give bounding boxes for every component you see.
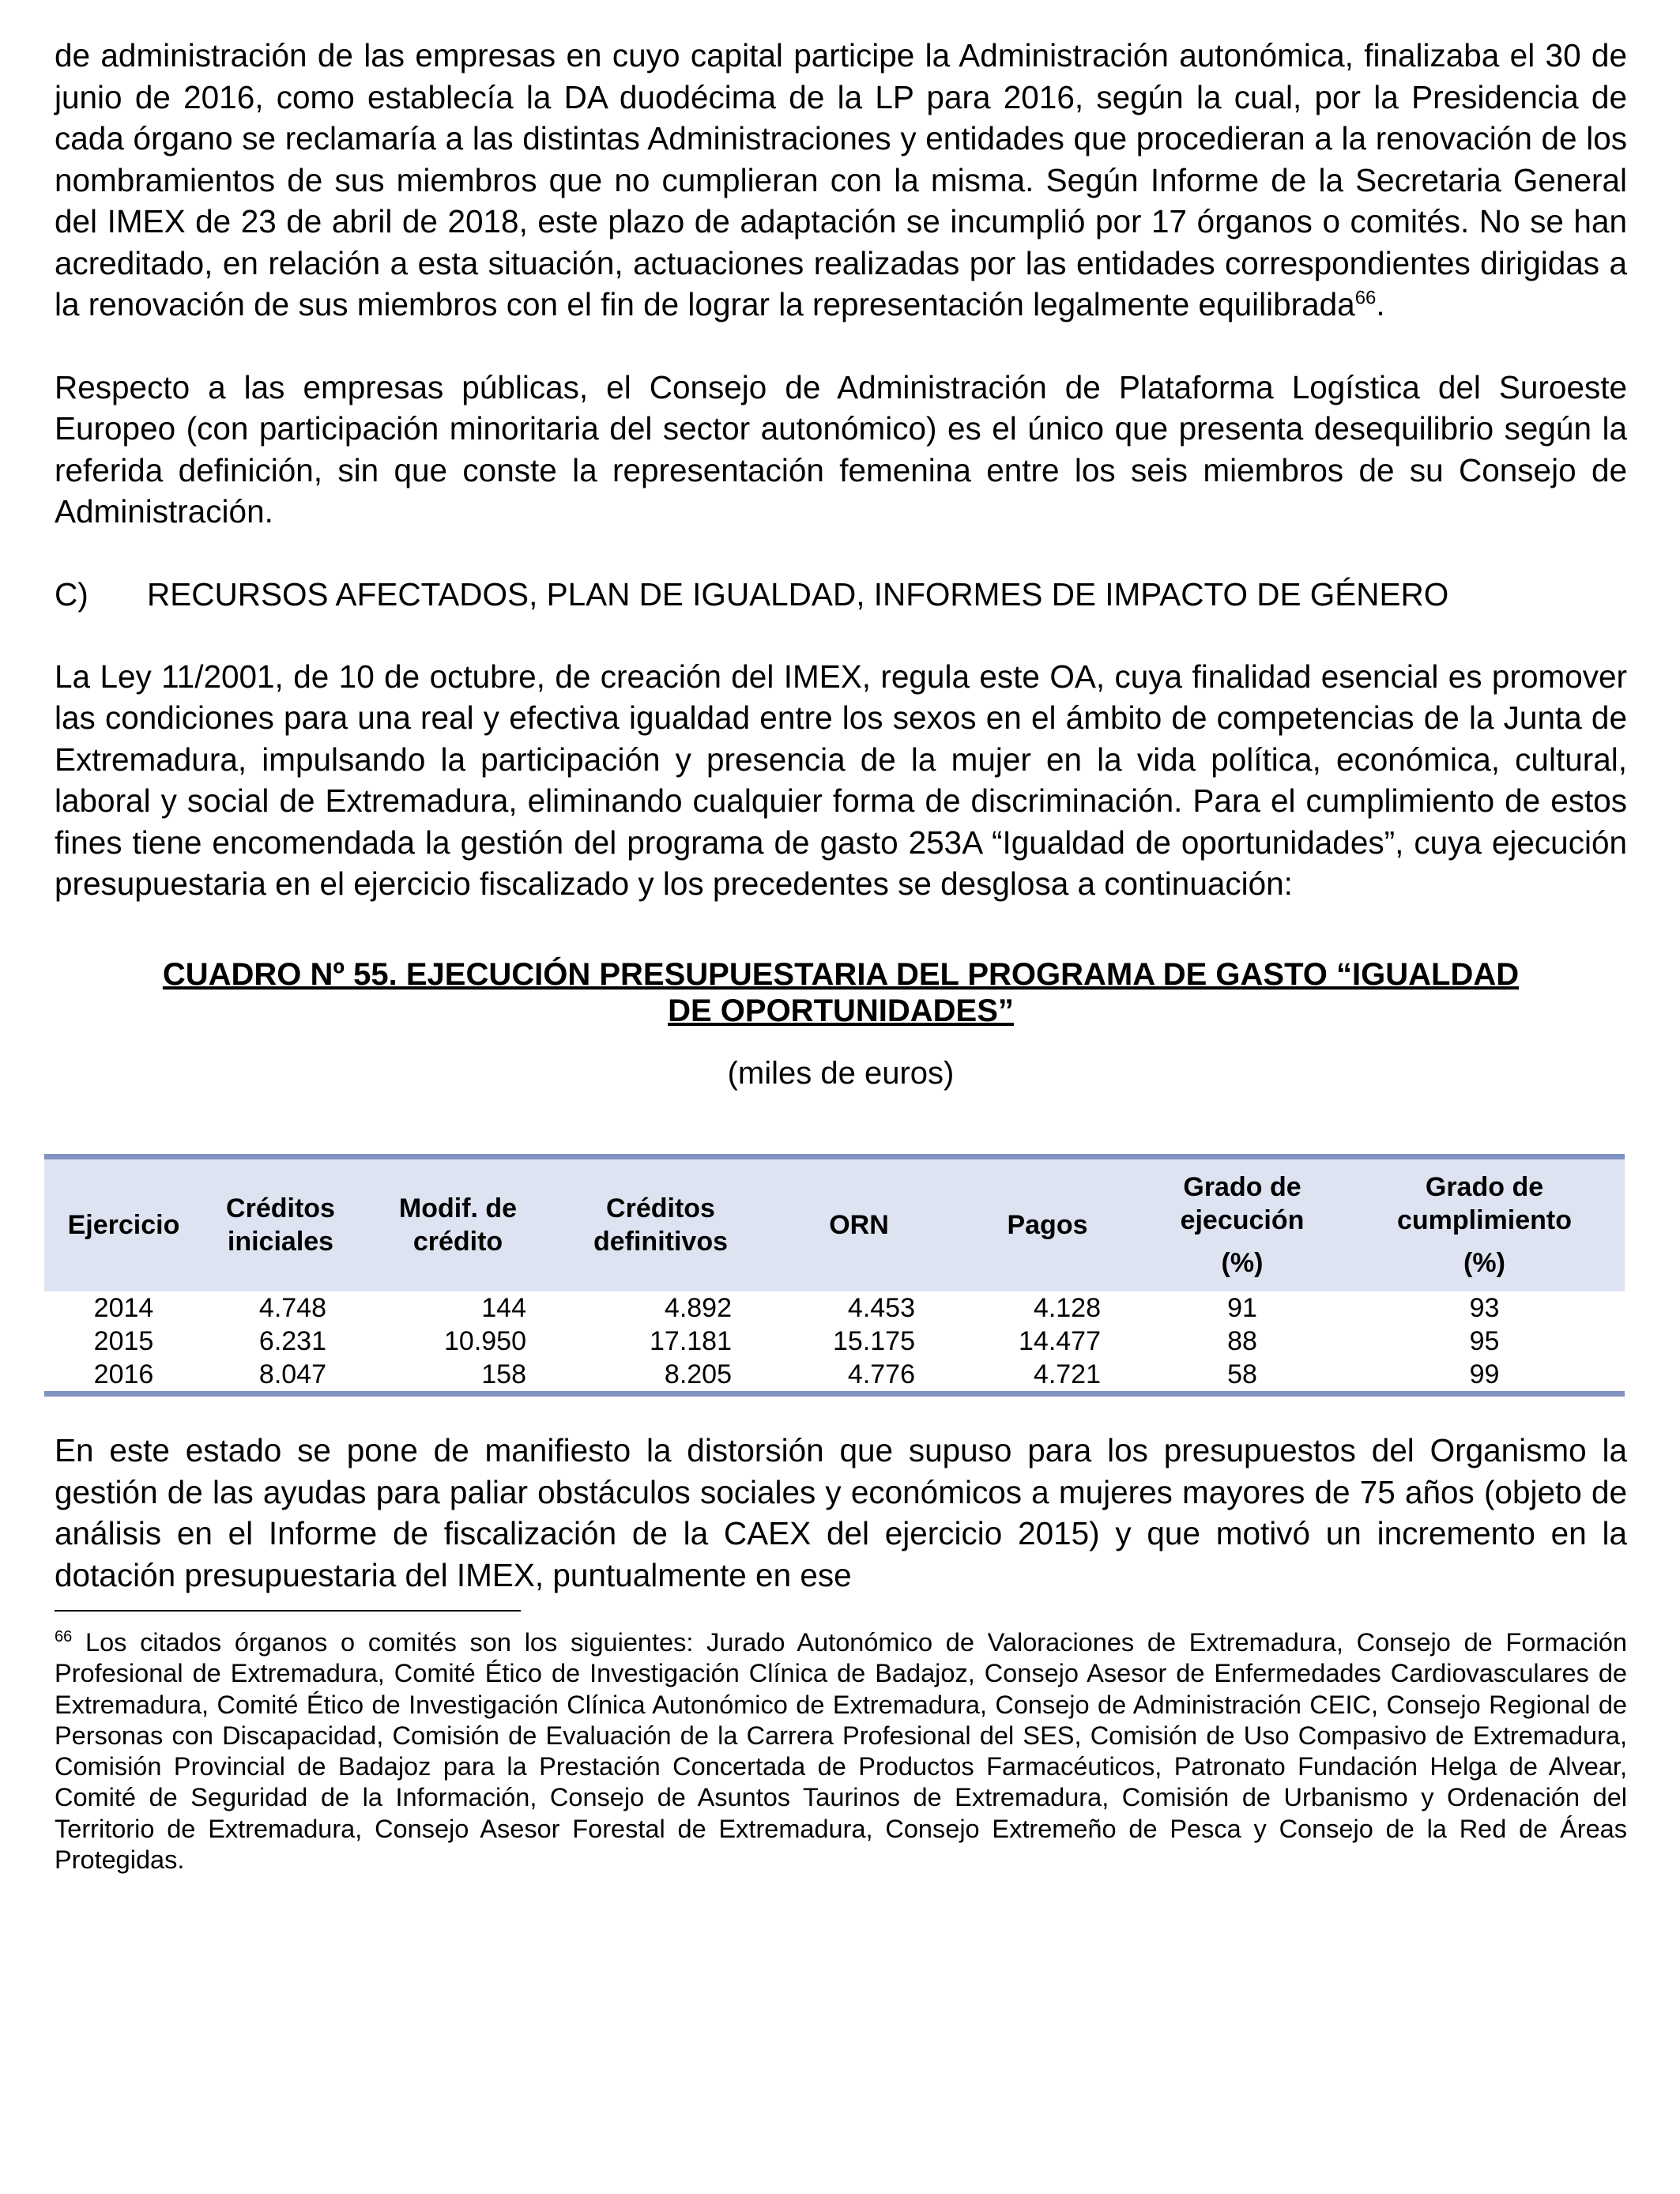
table-row <box>44 1325 1625 1358</box>
cell-cumplimiento: 93 <box>1469 1293 1500 1323</box>
table-units: (miles de euros) <box>727 1055 955 1091</box>
table-row <box>44 1358 1625 1394</box>
cell-ejecucion: 91 <box>1227 1293 1257 1323</box>
cell-orn: 4.776 <box>847 1359 915 1389</box>
paragraph-imex-law: La Ley 11/2001, de 10 de octubre, de creación del IMEX, regula este OA, cuya finalidad esencial es promover las condiciones para una real y efectiva igualdad entre los sexos en el ámbito de competencias de la Junta de Extremadura, impulsando la participación y presencia de la mujer en la vida política, económica, cultural, laboral y social de Extremadura, eliminando cualquier forma de discriminación. Para el cumplimiento de estos fines tiene encomendada la gestión del programa de gasto 253A “Igualdad de oportunidades”, cuya ejecución presupuestaria en el ejercicio fiscalizado y los precedentes se desglosa a continuación: <box>55 658 1627 902</box>
cell-ejecucion: 58 <box>1227 1359 1257 1389</box>
cell-ejercicio: 2015 <box>93 1326 154 1356</box>
col-header-orn: ORN <box>829 1210 889 1241</box>
cell-pagos: 4.128 <box>1033 1293 1101 1323</box>
table-row <box>44 1291 1625 1325</box>
section-number: C) <box>55 575 89 613</box>
col-header-ejercicio: Ejercicio <box>67 1210 180 1241</box>
table-header-row <box>44 1156 1625 1291</box>
cell-creditos-iniciales: 8.047 <box>258 1359 326 1389</box>
col-header-creditos-definitivos: Créditos definitivos <box>593 1193 729 1257</box>
cell-creditos-definitivos: 17.181 <box>650 1326 732 1356</box>
section-title: RECURSOS AFECTADOS, PLAN DE IGUALDAD, INFORMES DE IMPACTO DE GÉNERO <box>147 575 1449 613</box>
footnote-ref[interactable]: 66 <box>1354 287 1377 309</box>
paragraph-public-companies: Respecto a las empresas públicas, el Consejo de Administración de Plataforma Logística del Suroeste Europeo (con participación minoritaria del sector autonómico) es el único que presenta desequilibrio según la referida definición, sin que conste la representación femenina entre los seis miembros de su Consejo de Administración. <box>55 368 1627 530</box>
cell-cumplimiento: 95 <box>1469 1326 1500 1356</box>
cell-creditos-iniciales: 6.231 <box>258 1326 326 1356</box>
paragraph-distortion: En este estado se pone de manifiesto la distorsión que supuso para los presupuestos del Organismo la gestión de las ayudas para paliar obstáculos sociales y económicos a mujeres mayores de 75 años (objeto de análisis en el Informe de fiscalización de la CAEX del ejercicio 2015) y que motivó un incremento en la dotación presupuestaria del IMEX, puntualmente en ese <box>55 1432 1627 1593</box>
col-header-modif-credito: Modif. de crédito <box>398 1193 518 1257</box>
col-header-pagos: Pagos <box>1007 1210 1088 1241</box>
footnote-text: Los citados órganos o comités son los siguientes: Jurado Autonómico de Valoraciones de Extremadura, Consejo de Formación Profesional de Extremadura, Comité Ético de Investigación Clínica de Badajoz, Consejo Asesor de Enfermedades Cardiovasculares de Extremadura, Comité Ético de Investigación Clínica Autonómico de Extremadura, Consejo de Administración CEIC, Consejo Regional de Personas con Discapacidad, Comisión de Evaluación de la Carrera Profesional del SES, Comisión de Uso Compasivo de Extremadura, Comisión Provincial de Badajoz para la Prestación Concertada de Productos Farmacéuticos, Patronato Fundación Helga de Alvear, Comité de Seguridad de la Información, Consejo de Asuntos Taurinos de Extremadura, Comisión de Urbanismo y Ordenación del Territorio de Extremadura, Consejo Asesor Forestal de Extremadura, Consejo Extremeño de Pesca y Consejo de la Red de Áreas Protegidas. <box>55 1628 1627 1875</box>
caption-line: DE OPORTUNIDADES” <box>668 993 1014 1028</box>
col-header-grado-cumplimiento: Grado de cumplimiento (%) <box>1396 1172 1573 1279</box>
col-header-creditos-iniciales: Créditos iniciales <box>226 1193 335 1257</box>
cell-modif: 158 <box>481 1359 526 1389</box>
paragraph-end: . <box>1376 286 1385 322</box>
cell-ejercicio: 2014 <box>93 1293 154 1323</box>
cell-creditos-definitivos: 4.892 <box>664 1293 732 1323</box>
cell-modif: 144 <box>481 1293 526 1323</box>
document-page <box>55 35 1627 1875</box>
col-header-grado-ejecucion: Grado de ejecución (%) <box>1180 1172 1305 1279</box>
cell-ejecucion: 88 <box>1227 1326 1257 1356</box>
cell-pagos: 4.721 <box>1033 1359 1101 1389</box>
cell-pagos: 14.477 <box>1019 1326 1101 1356</box>
footnote-66 <box>55 1627 1627 1875</box>
footnote-number: 66 <box>55 1628 73 1646</box>
paragraph-board-renewal <box>55 35 1627 326</box>
cell-orn: 15.175 <box>833 1326 915 1356</box>
cell-modif: 10.950 <box>444 1326 526 1356</box>
table-caption <box>55 956 1627 1029</box>
caption-line: CUADRO Nº 55. EJECUCIÓN PRESUPUESTARIA DEL PROGRAMA DE GASTO “IGUALDAD <box>162 956 1520 992</box>
cell-orn: 4.453 <box>847 1293 915 1323</box>
paragraph-text: de administración de las empresas en cuyo capital participe la Administración autonómica, finalizaba el 30 de junio de 2016, como establecía la DA duodécima de la LP para 2016, según la cual, por la Presidencia de cada órgano se reclamaría a las distintas Administraciones y entidades que procedieran a la renovación de los nombramientos de sus miembros que no cumplieran con la misma. Según Informe de la Secretaria General del IMEX de 23 de abril de 2018, este plazo de adaptación se incumplió por 17 órganos o comités. No se han acreditado, en relación a esta situación, actuaciones realizadas por las entidades correspondientes dirigidas a la renovación de sus miembros con el fin de lograr la representación legalmente equilibrada <box>55 37 1627 322</box>
cell-cumplimiento: 99 <box>1469 1359 1500 1389</box>
section-heading <box>55 574 1627 615</box>
cell-creditos-definitivos: 8.205 <box>664 1359 732 1389</box>
cell-creditos-iniciales: 4.748 <box>258 1293 326 1323</box>
cell-ejercicio: 2016 <box>93 1359 154 1389</box>
budget-execution-table <box>44 1154 1625 1397</box>
